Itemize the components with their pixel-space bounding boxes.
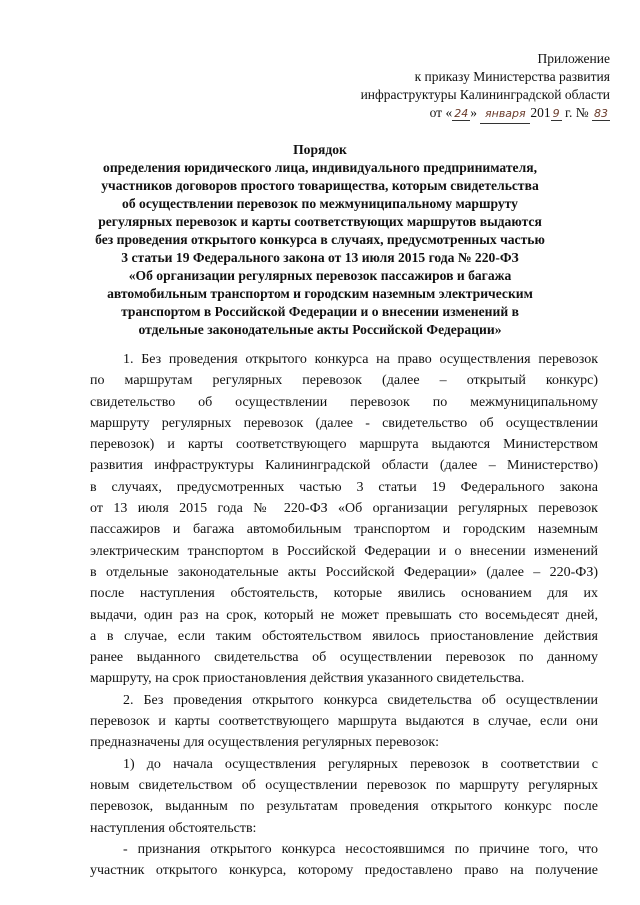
paragraph-1 [90,349,598,690]
body-line: пассажиров и багажа автомобильным транспортом и городским наземным [90,522,598,538]
title-line: без проведения открытого конкурса в случаях, предусмотренных частью [95,232,545,247]
body-line: наступления обстоятельств: [90,820,257,836]
title-heading: Порядок [293,142,347,157]
body-line: участник открытого конкурса, которому предоставлено право на получение [90,863,598,879]
body-line: свидетельство об осуществлении перевозок по межмуниципальному [90,394,598,410]
body-line: маршруту, на срок приостановления действия указанного свидетельства. [90,671,525,687]
document-body [90,349,598,881]
body-line: в отдельные законодательные акты Российской Федерации» (далее – 220-ФЗ) [90,564,598,580]
title-line: отдельные законодательные акты Российской Федерации» [138,322,502,337]
body-line: 2. Без проведения открытого конкурса свидетельства об осуществлении [123,692,598,708]
body-line: - признания открытого конкурса несостоявшимся по причине того, что [123,841,598,857]
body-line: маршруту регулярных перевозок (далее - свидетельство об осуществлении [90,415,598,431]
body-line: в случаях, предусмотренных частью 3 статьи 19 Федерального закона [90,479,598,495]
title-line: участников договоров простого товарищества, которым свидетельства [101,178,539,193]
document-title [84,141,556,339]
title-line: регулярных перевозок и карты соответствующих маршрутов выдаются [98,214,542,229]
body-line: а в случае, если таким обстоятельством явилось приостановление действия [90,628,598,644]
handwritten-month: января [480,105,530,124]
handwritten-number: 83 [594,107,608,120]
handwritten-year-digit: 9 [552,107,560,120]
body-line: 1) до начала осуществления регулярных перевозок в соответствии с [123,756,598,772]
title-line: транспортом в Российской Федерации и о внесении изменений в [121,304,519,319]
body-line: по маршрутам регулярных перевозок (далее – открытый конкурс) [90,373,598,389]
year-prefix: 201 [530,105,551,120]
title-line: определения юридического лица, индивидуального предпринимателя, [103,160,537,175]
title-line: об осуществлении перевозок по межмуниципальному маршруту [122,196,518,211]
appendix-label: Приложение [537,51,610,66]
appendix-header [340,50,610,124]
number-label: г. № [561,105,589,120]
body-line: перевозок, выданным по результатам проведения открытого конкурс после [90,799,598,815]
date-mid: » [470,105,477,120]
appendix-ministry: инфраструктуры Калининградской области [360,87,610,102]
appendix-order-ref: к приказу Министерства развития [414,69,610,84]
paragraph-2 [90,690,598,754]
paragraph-4 [90,839,598,882]
body-line: ранее выданного свидетельства об осуществлении перевозок по данному [90,650,598,666]
title-line: автомобильным транспортом и городским наземным электрическим [107,286,533,301]
handwritten-day: 24 [454,107,469,120]
title-line: 3 статьи 19 Федерального закона от 13 июля 2015 года № 220-ФЗ [121,250,519,265]
body-line: электрическим транспортом в Российской Федерации и о внесении изменений [90,543,598,559]
body-line: новым свидетельством об осуществлении перевозок по маршруту регулярных [90,777,598,793]
body-line: 1. Без проведения открытого конкурса на право осуществления перевозок [123,352,598,367]
appendix-date-line [340,104,610,124]
body-line: от 13 июля 2015 года № 220-ФЗ «Об организации регулярных перевозок [90,501,598,517]
date-prefix: от « [429,105,453,120]
title-line: «Об организации регулярных перевозок пассажиров и багажа [128,268,512,283]
body-line: развития инфраструктуры Калининградской области (далее – Министерство) [90,458,598,474]
body-line: перевозок и карты соответствующего маршрута выдаются в случае, если они [90,714,598,730]
paragraph-3 [90,754,598,839]
body-line: после наступления обстоятельств, которые явились основанием для их [90,586,598,602]
body-line: перевозок) и карты соответствующего маршрута выдаются Министерством [90,437,598,453]
body-line: предназначены для осуществления регулярных перевозок: [90,735,440,751]
body-line: выдачи, один раз на срок, который не может превышать сто восемьдесят дней, [90,607,598,623]
